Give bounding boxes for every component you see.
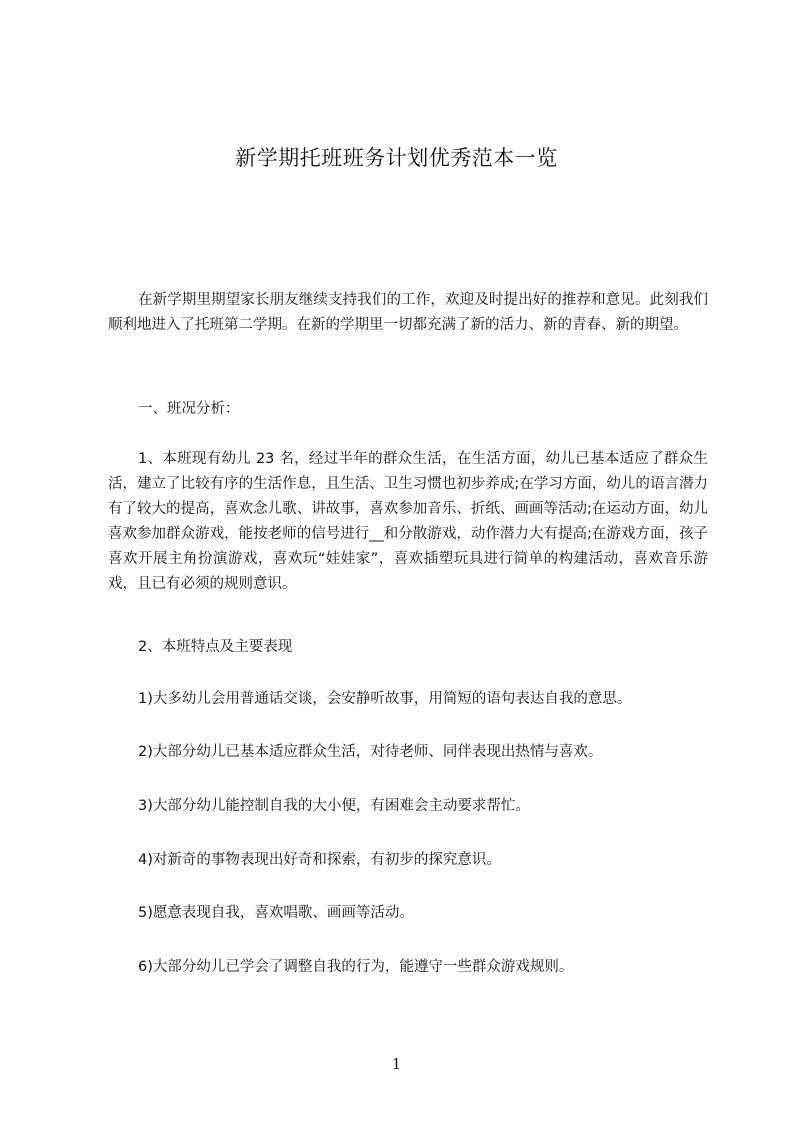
class-analysis-paragraph: 1、本班现有幼儿 23 名，经过半年的群众生活，在生活方面，幼儿已基本适应了群众生活，建立了比较有序的生活作息，且生活、卫生习惯也初步养成;在学习方面，幼儿的语言潜力有了较大的提高，喜欢念儿歌、讲故事，喜欢参加音乐、折纸、画画等活动;在运动方面，幼儿喜欢参加群众游戏，能按老师的信号进行__和分散游戏，动作潜力大有提高;在游戏方面，孩子喜欢开展主角扮演游戏，喜欢玩“娃娃家”，喜欢插塑玩具进行简单的构建活动，喜欢音乐游戏，且已有必须的规则意识。 bbox=[108, 451, 708, 592]
feature-list-item: 4)对新奇的事物表现出好奇和探索，有初步的探究意识。 bbox=[138, 852, 501, 868]
feature-list-item: 6)大部分幼儿已学会了调整自我的行为，能遵守一些群众游戏规则。 bbox=[138, 959, 574, 975]
section-heading-class-analysis: 一、班况分析： bbox=[138, 401, 240, 417]
page-number: 1 bbox=[391, 1055, 402, 1073]
feature-list-item: 3)大部分幼儿能控制自我的大小便，有困难会主动要求帮忙。 bbox=[138, 798, 530, 814]
feature-list-item: 2)大部分幼儿已基本适应群众生活，对待老师、同伴表现出热情与喜欢。 bbox=[138, 744, 603, 760]
intro-paragraph: 在新学期里期望家长朋友继续支持我们的工作，欢迎及时提出好的推荐和意见。此刻我们顺利地进入了托班第二学期。在新的学期里一切都充满了新的活力、新的青春、新的期望。 bbox=[108, 292, 708, 333]
feature-list-item: 1)大多幼儿会用普通话交谈，会安静听故事，用简短的语句表达自我的意思。 bbox=[138, 691, 632, 707]
feature-list-item: 5)愿意表现自我，喜欢唱歌、画画等活动。 bbox=[138, 905, 414, 921]
section-heading-class-features: 2、本班特点及主要表现 bbox=[138, 639, 293, 655]
document-title: 新学期托班班务计划优秀范本一览 bbox=[235, 146, 558, 170]
